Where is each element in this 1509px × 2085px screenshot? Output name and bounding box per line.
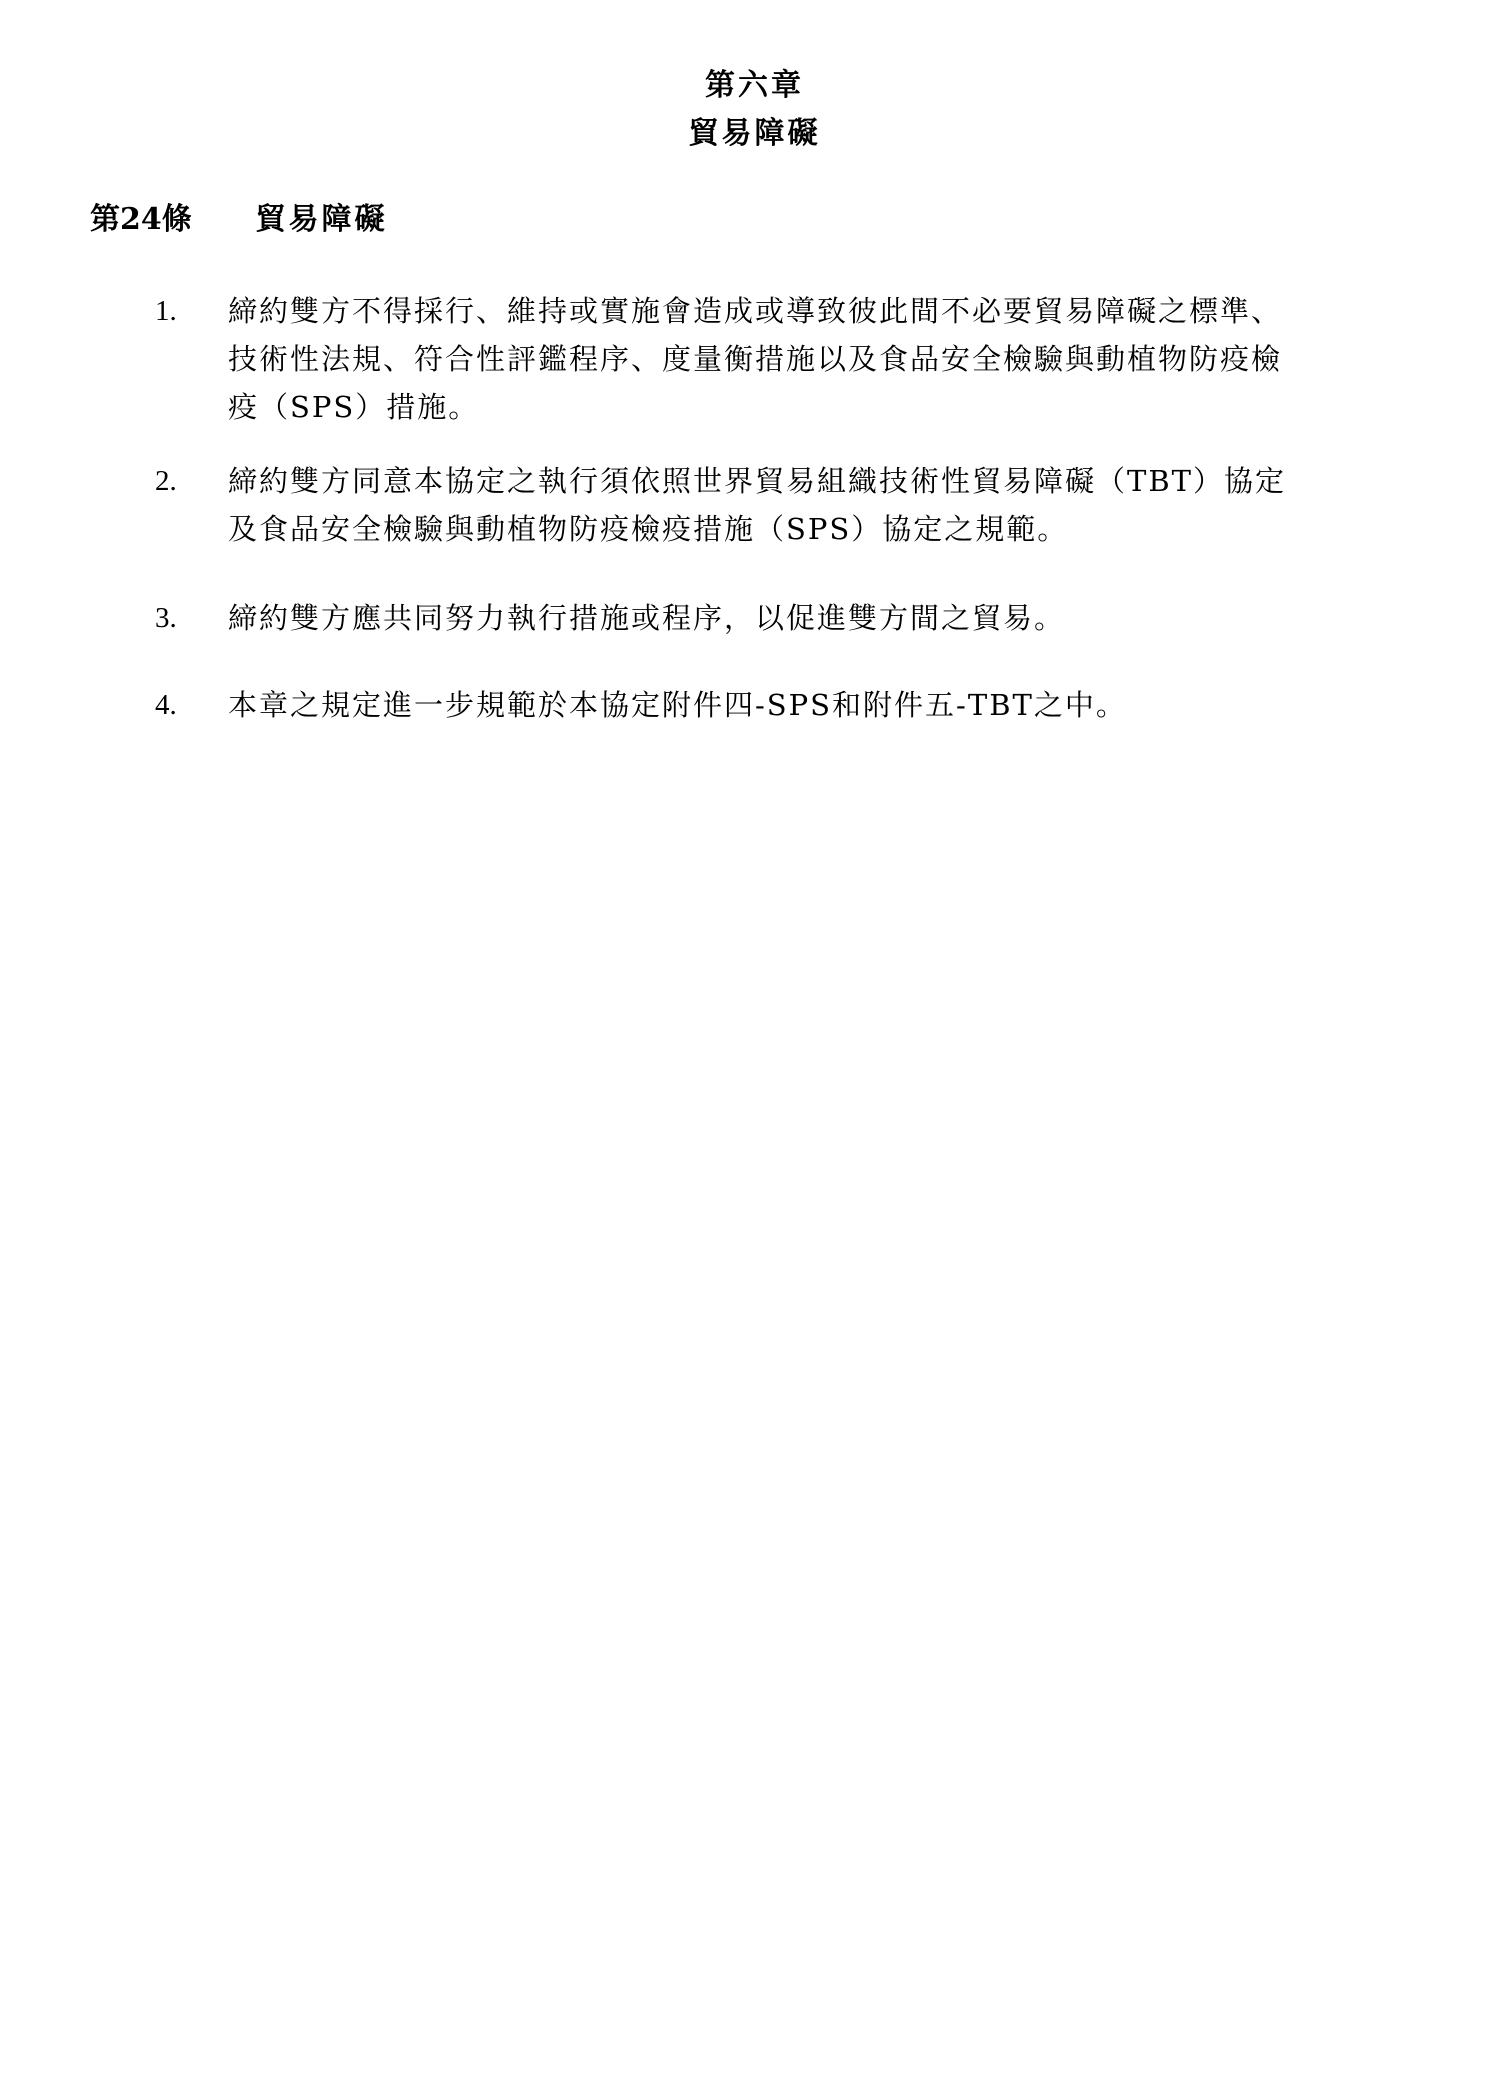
article-heading xyxy=(90,196,387,244)
clause-number: 1. xyxy=(155,295,177,327)
clause-number: 4. xyxy=(155,689,177,721)
chapter-title: 貿易障礙 xyxy=(688,116,821,151)
chapter-number: 第六章 xyxy=(705,68,804,103)
article-number: 第24條 xyxy=(90,202,192,237)
clause-line: 技術性法規、符合性評鑑程序、度量衡措施以及食品安全檢驗與動植物防疫檢 xyxy=(228,342,1283,376)
clause-text xyxy=(228,457,1388,553)
clause-line: 本章之規定進一步規範於本協定附件四-SPS和附件五-TBT之中。 xyxy=(228,688,1127,722)
clause-text xyxy=(228,681,1388,729)
clause-text xyxy=(228,594,1388,642)
clause-number: 3. xyxy=(155,602,177,634)
chapter-header xyxy=(0,62,1509,158)
clause-line: 締約雙方同意本協定之執行須依照世界貿易組織技術性貿易障礙（TBT）協定 xyxy=(228,464,1286,498)
clause-number: 2. xyxy=(155,465,177,497)
article-title: 貿易障礙 xyxy=(255,202,388,237)
clause-line: 及食品安全檢驗與動植物防疫檢疫措施（SPS）協定之規範。 xyxy=(228,512,1069,546)
clause-line: 締約雙方不得採行、維持或實施會造成或導致彼此間不必要貿易障礙之標準、 xyxy=(228,294,1283,328)
clause-text xyxy=(228,287,1388,431)
clause-line: 疫（SPS）措施。 xyxy=(228,390,480,424)
clause-line: 締約雙方應共同努力執行措施或程序，以促進雙方間之貿易。 xyxy=(228,601,1066,635)
